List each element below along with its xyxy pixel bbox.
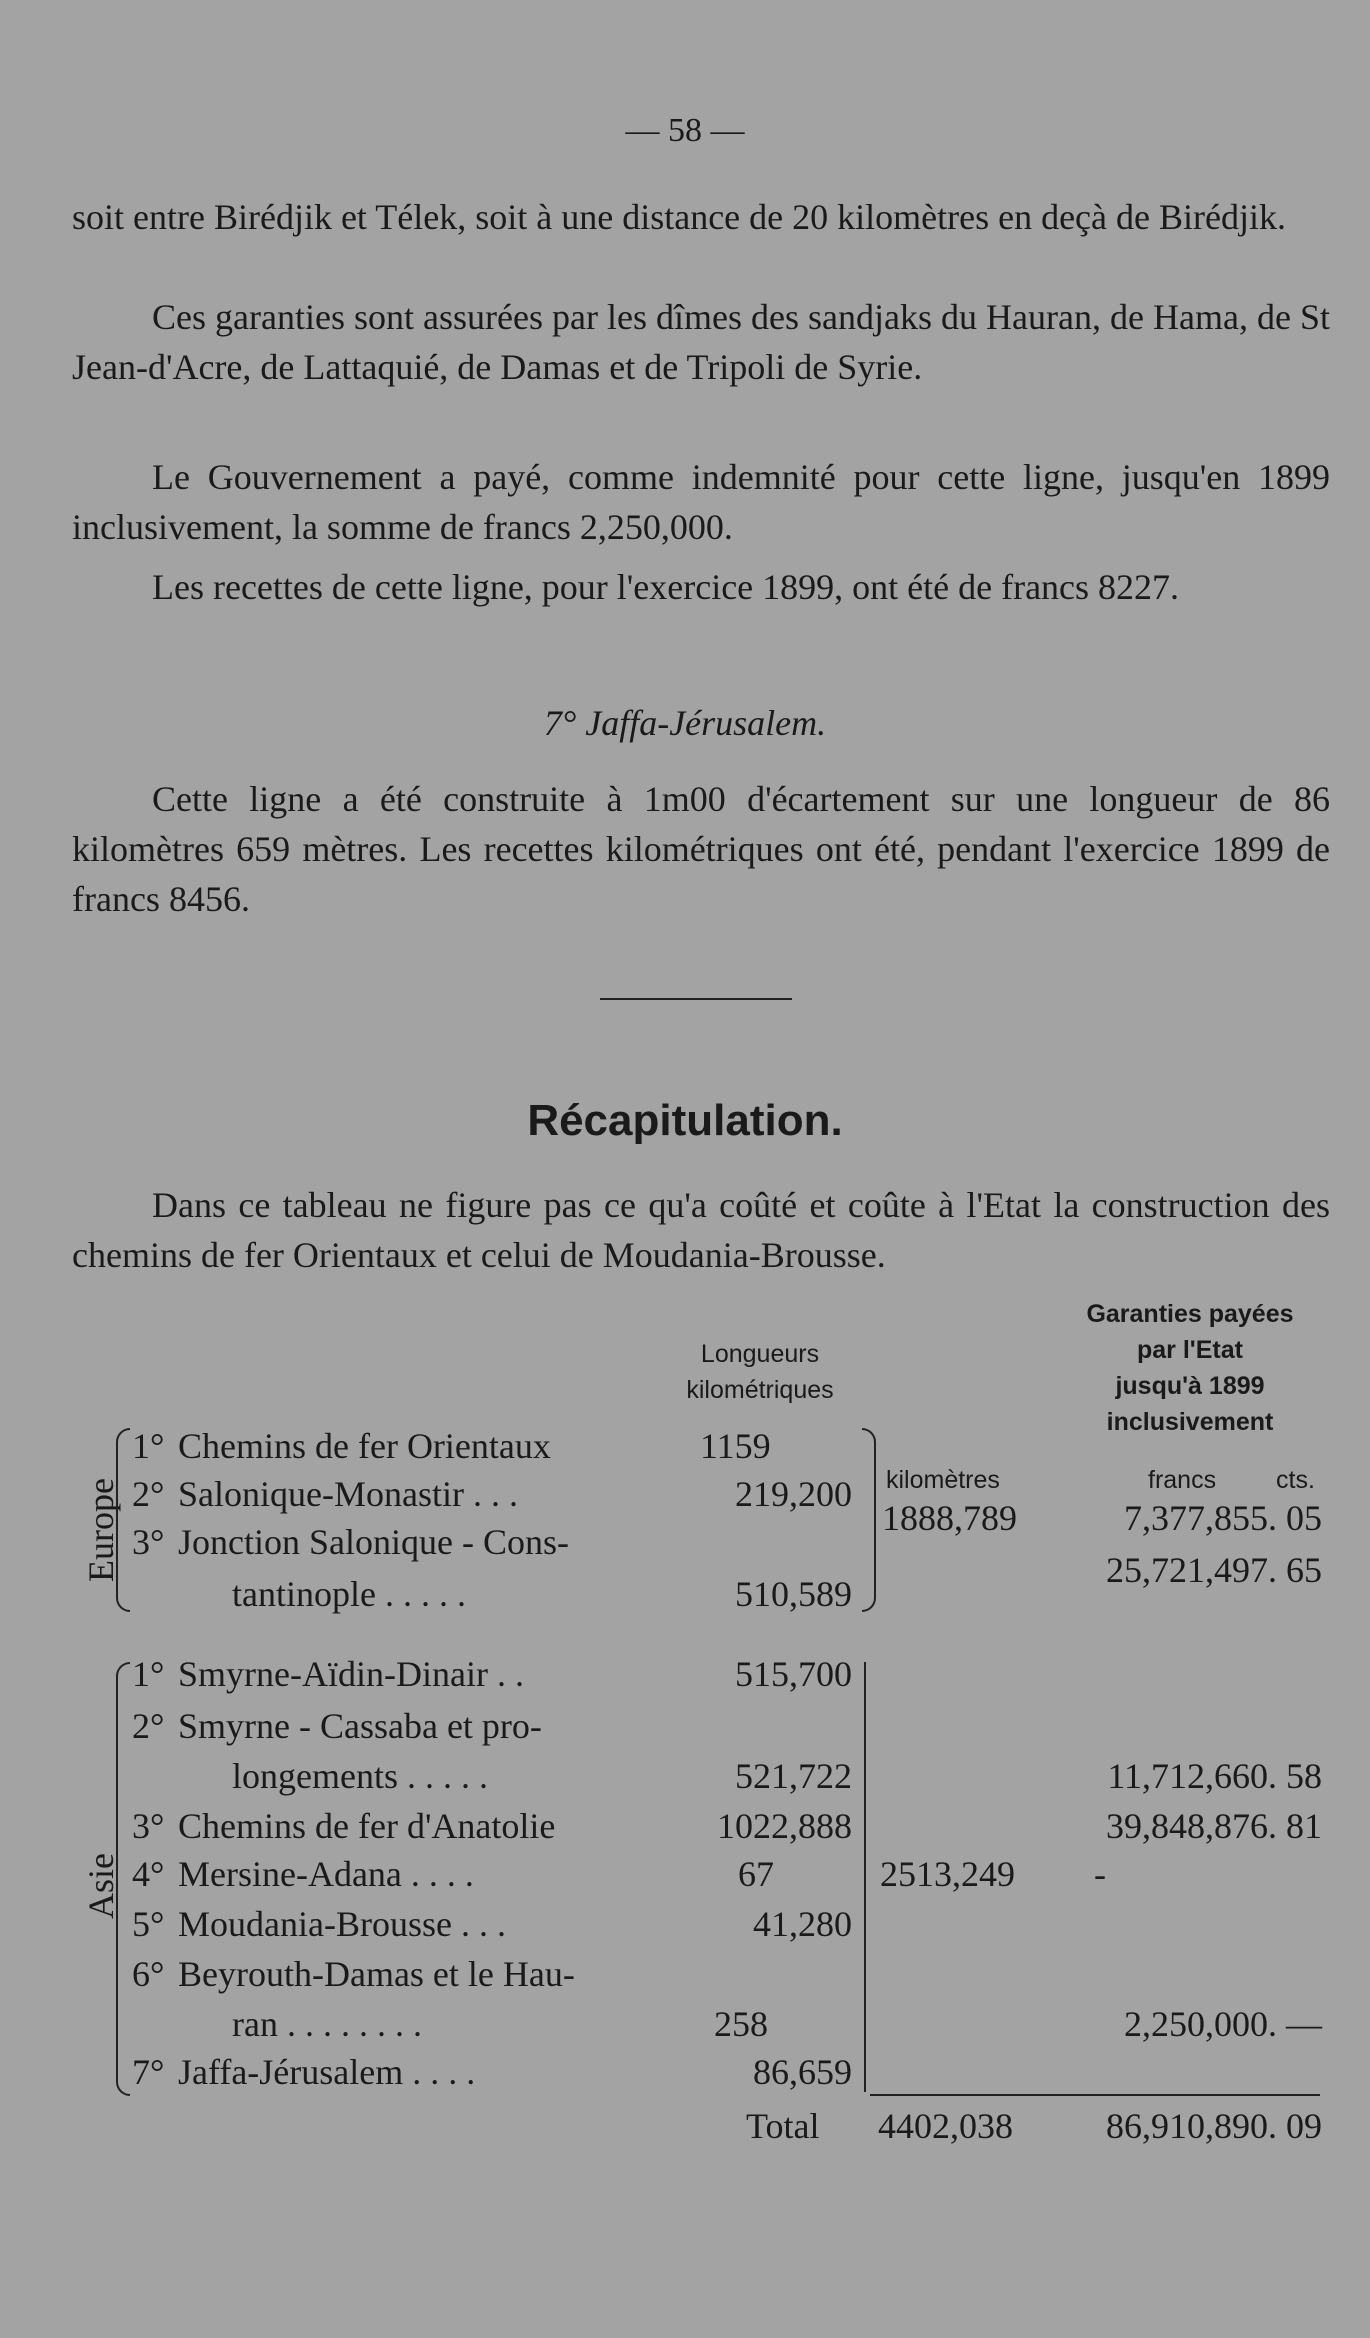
asie-row-5-name: Moudania-Brousse . . . — [178, 1904, 506, 1944]
europe-row-3-num: 3° — [132, 1522, 165, 1562]
asie-row-4-name: Mersine-Adana . . . . — [178, 1854, 474, 1894]
asie-label: Asie — [81, 1853, 121, 1919]
page-number: — 58 — — [625, 112, 745, 149]
asie-row-4-num: 4° — [132, 1854, 165, 1894]
asie-row-6-length: 258 — [714, 2004, 768, 2044]
europe-right-brace — [862, 1428, 876, 1612]
europe-row-1-num: 1° — [132, 1426, 165, 1466]
section-title: 7° Jaffa-Jérusalem. — [543, 703, 827, 743]
asie-left-brace — [116, 1662, 130, 2096]
europe-row-3-name-cont: tantinople . . . . . — [232, 1574, 466, 1614]
asie-row-7-num: 7° — [132, 2052, 165, 2092]
section-paragraph: Cette ligne a été construite à 1m00 d'écartement sur une longueur de 86 kilomètres 659 mètres. Les recettes kilométriques ont été, pendant l'exercice 1899 de francs 8456. — [72, 779, 1330, 919]
europe-guarantee-2: 25,721,497. 65 — [1106, 1550, 1322, 1590]
total-rule — [870, 2094, 1320, 2096]
asie-row-2-guarantee: 11,712,660. 58 — [1107, 1756, 1322, 1796]
guarantee-column-header: Garanties payées par l'Etat jusqu'à 1899 inclusivement — [1086, 1300, 1294, 1436]
europe-row-1-length: 1159 — [700, 1426, 771, 1466]
unit-kilometres: kilomètres — [886, 1466, 1000, 1494]
asie-row-6-guarantee: 2,250,000. — — [1124, 2004, 1322, 2044]
europe-row-3-length: 510,589 — [735, 1574, 852, 1614]
europe-row-1-name: Chemins de fer Orientaux — [178, 1426, 551, 1466]
length-column-header: Longueurs kilométriques — [686, 1340, 834, 1404]
europe-guarantee-1: 7,377,855. 05 — [1124, 1498, 1322, 1538]
paragraph-2: Ces garanties sont assurées par les dîmes des sandjaks du Hauran, de Hama, de St Jean-d'Acre, de Lattaquié, de Damas et de Tripoli de Syrie. — [72, 297, 1330, 387]
recap-heading: Récapitulation. — [527, 1096, 843, 1145]
asie-row-2-name: Smyrne - Cassaba et pro- — [178, 1706, 542, 1746]
asie-subtotal: 2513,249 — [880, 1854, 1015, 1894]
divider-rule — [600, 998, 792, 1000]
paragraph-3: Le Gouvernement a payé, comme indemnité pour cette ligne, jusqu'en 1899 inclusivement, la somme de francs 2,250,000. — [72, 457, 1330, 547]
asie-length-rule — [864, 1662, 866, 2092]
asie-row-4-length: 67 — [738, 1854, 774, 1894]
asie-row-5-length: 41,280 — [753, 1904, 852, 1944]
europe-row-2-num: 2° — [132, 1474, 165, 1514]
asie-row-3-num: 3° — [132, 1806, 165, 1846]
total-guarantee: 86,910,890. 09 — [1106, 2106, 1322, 2146]
unit-francs: francs — [1148, 1466, 1217, 1494]
europe-row-2-name: Salonique-Monastir . . . — [178, 1474, 518, 1514]
asie-row-3-length: 1022,888 — [717, 1806, 852, 1846]
asie-row-7-length: 86,659 — [753, 2052, 852, 2092]
asie-row-3-name: Chemins de fer d'Anatolie — [178, 1806, 556, 1846]
unit-cts: cts. — [1276, 1466, 1315, 1494]
asie-row-7-name: Jaffa-Jérusalem . . . . — [178, 2052, 476, 2092]
asie-row-1-name: Smyrne-Aïdin-Dinair . . — [178, 1654, 524, 1694]
asie-row-2-length: 521,722 — [735, 1756, 852, 1796]
asie-row-1-length: 515,700 — [735, 1654, 852, 1694]
europe-label: Europe — [81, 1478, 121, 1582]
asie-row-5-num: 5° — [132, 1904, 165, 1944]
asie-row-2-num: 2° — [132, 1706, 165, 1746]
total-label: Total — [746, 2106, 820, 2146]
asie-row-4-guarantee: - — [1094, 1854, 1106, 1894]
paragraph-4: Les recettes de cette ligne, pour l'exercice 1899, ont été de francs 8227. — [152, 567, 1180, 607]
asie-row-6-name-cont: ran . . . . . . . . — [232, 2004, 422, 2044]
asie-row-2-name-cont: longements . . . . . — [232, 1756, 488, 1796]
asie-row-3-guarantee: 39,848,876. 81 — [1106, 1806, 1322, 1846]
europe-row-3-name: Jonction Salonique - Cons- — [178, 1522, 569, 1562]
europe-row-2-length: 219,200 — [735, 1474, 852, 1514]
europe-subtotal: 1888,789 — [882, 1498, 1017, 1538]
asie-row-6-num: 6° — [132, 1954, 165, 1994]
europe-left-brace — [116, 1428, 130, 1612]
paragraph-1: soit entre Birédjik et Télek, soit à une distance de 20 kilomètres en deçà de Birédjik. — [72, 197, 1286, 237]
intro-paragraph: Dans ce tableau ne figure pas ce qu'a coûté et coûte à l'Etat la construction des chemins de fer Orientaux et celui de Moudania-Brousse. — [72, 1185, 1330, 1275]
total-length: 4402,038 — [878, 2106, 1013, 2146]
asie-row-1-num: 1° — [132, 1654, 165, 1694]
asie-row-6-name: Beyrouth-Damas et le Hau- — [178, 1954, 575, 1994]
